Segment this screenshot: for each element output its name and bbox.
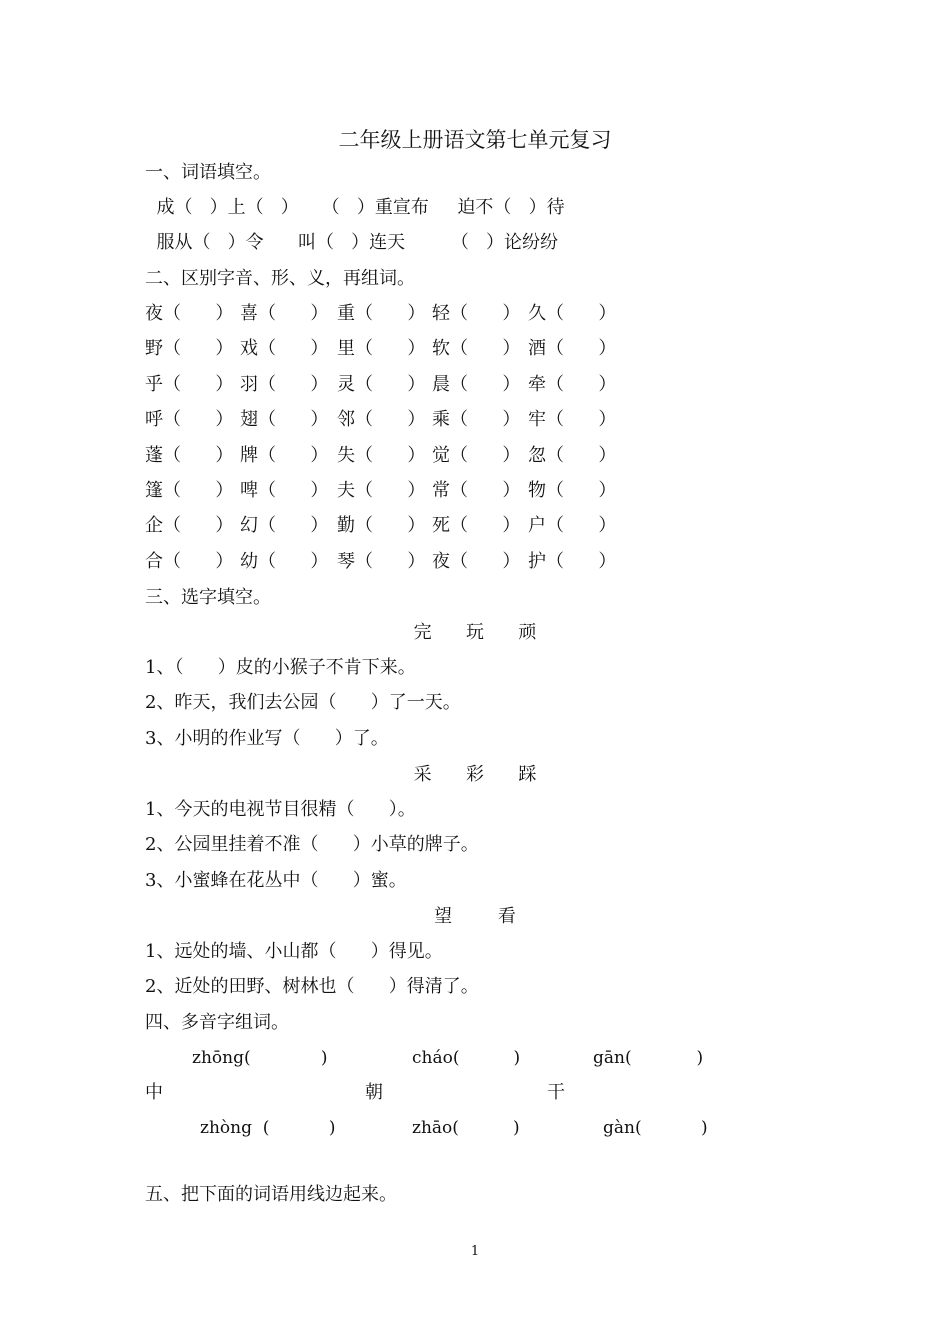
word-cell: 邻（ ） [337, 409, 426, 430]
pinyin-zhong1: zhōng( ) [192, 1048, 328, 1068]
list-item: 1、远处的墙、小山都（ ）得见。 [145, 941, 443, 962]
word-cell: 护（ ） [528, 551, 617, 572]
word-cell: 蓬（ ） [145, 445, 234, 466]
word-cell: 乎（ ） [145, 374, 234, 395]
word-cell: 夫（ ） [337, 480, 426, 501]
section-4-heading: 四、多音字组词。 [145, 1012, 289, 1033]
word-cell: 死（ ） [432, 515, 521, 536]
list-item: 1、（ ）皮的小猴子不肯下来。 [145, 657, 416, 678]
choice-chars-1: 完 玩 顽 [413, 622, 537, 643]
pinyin-row-top [145, 1045, 704, 1071]
list-item: 3、小蜜蜂在花丛中（ ）蜜。 [145, 870, 407, 891]
word-cell: 喜（ ） [240, 303, 329, 324]
word-cell: 户（ ） [528, 515, 617, 536]
word-cell: 重（ ） [337, 303, 426, 324]
word-cell: 忽（ ） [528, 445, 617, 466]
word-cell: 久（ ） [528, 303, 617, 324]
section-5-heading: 五、把下面的词语用线边起来。 [145, 1184, 397, 1205]
word-cell: 夜（ ） [432, 551, 521, 572]
section-1-heading: 一、词语填空。 [145, 162, 271, 183]
word-cell: 野（ ） [145, 338, 234, 359]
list-item: 2、昨天，我们去公园（ ）了一天。 [145, 692, 461, 713]
pinyin-gan1: gān( ) [593, 1048, 704, 1068]
polyphone-char-row [145, 1080, 565, 1106]
word-cell: 物（ ） [528, 480, 617, 501]
word-cell: 企（ ） [145, 515, 234, 536]
section-1-line-1: 成（ ）上（ ） （ ）重宣布 迫不（ ）待 [145, 197, 565, 218]
word-cell: 失（ ） [337, 445, 426, 466]
word-cell: 戏（ ） [240, 338, 329, 359]
char-chao: 朝 [365, 1082, 383, 1103]
pinyin-gan4: gàn( ) [603, 1118, 708, 1138]
word-cell: 轻（ ） [432, 303, 521, 324]
word-cell: 牢（ ） [528, 409, 617, 430]
page-number: 1 [470, 1244, 480, 1259]
word-cell: 啤（ ） [240, 480, 329, 501]
section-2-heading: 二、区别字音、形、义，再组词。 [145, 268, 415, 289]
list-item: 2、近处的田野、树林也（ ）得清了。 [145, 976, 479, 997]
pinyin-chao2: cháo( ) [412, 1048, 521, 1068]
section-3-heading: 三、选字填空。 [145, 587, 271, 608]
pinyin-zhao1: zhāo( ) [412, 1118, 520, 1138]
word-cell: 灵（ ） [337, 374, 426, 395]
word-cell: 合（ ） [145, 551, 234, 572]
word-cell: 常（ ） [432, 480, 521, 501]
pinyin-zhong4: zhòng ( ) [200, 1118, 336, 1138]
list-item: 1、今天的电视节目很精（ ）。 [145, 799, 416, 820]
word-cell: 夜（ ） [145, 303, 234, 324]
word-cell: 里（ ） [337, 338, 426, 359]
word-cell: 琴（ ） [337, 551, 426, 572]
char-gan: 干 [547, 1082, 565, 1103]
choice-chars-3: 望 看 [434, 906, 516, 927]
word-cell: 勤（ ） [337, 515, 426, 536]
choice-chars-2: 采 彩 踩 [413, 764, 537, 785]
word-cell: 酒（ ） [528, 338, 617, 359]
list-item: 2、公园里挂着不准（ ）小草的牌子。 [145, 834, 479, 855]
word-cell: 呼（ ） [145, 409, 234, 430]
word-cell: 觉（ ） [432, 445, 521, 466]
list-item: 3、小明的作业写（ ）了。 [145, 728, 389, 749]
word-cell: 软（ ） [432, 338, 521, 359]
section-1-line-2: 服从（ ）令 叫（ ）连天 （ ）论纷纷 [145, 232, 559, 253]
char-zhong: 中 [145, 1082, 163, 1103]
page-title: 二年级上册语文第七单元复习 [338, 128, 612, 152]
word-cell: 羽（ ） [240, 374, 329, 395]
pinyin-row-bottom [145, 1115, 708, 1141]
word-cell: 牵（ ） [528, 374, 617, 395]
word-cell: 幻（ ） [240, 515, 329, 536]
word-cell: 幼（ ） [240, 551, 329, 572]
word-cell: 晨（ ） [432, 374, 521, 395]
word-cell: 翅（ ） [240, 409, 329, 430]
word-cell: 篷（ ） [145, 480, 234, 501]
word-cell: 牌（ ） [240, 445, 329, 466]
word-cell: 乘（ ） [432, 409, 521, 430]
